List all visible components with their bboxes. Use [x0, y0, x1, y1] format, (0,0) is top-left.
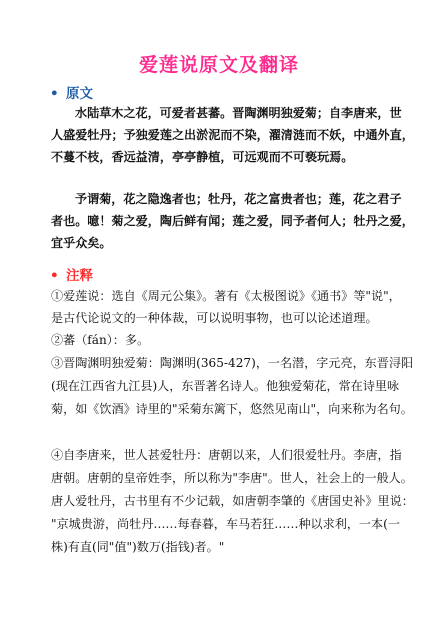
note-line: 唐人爱牡丹，古书里有不少记载，如唐朝李肇的《唐国史补》里说：: [51, 494, 414, 508]
section-heading-label: 原文: [66, 86, 93, 102]
original-line: 水陆草木之花，可爱者甚蕃。晋陶渊明独爱菊；自李唐来，世: [75, 106, 402, 120]
document-title: 爱莲说原文及翻译: [138, 54, 299, 76]
section-heading-label: 注释: [66, 268, 93, 284]
section-heading-notes: [50, 264, 93, 284]
note-line: ④自李唐来，世人甚爱牡丹：唐朝以来，人们很爱牡丹。李唐，指: [51, 448, 402, 462]
note-line: (现在江西省九江县)人，东晋著名诗人。他独爱菊花，常在诗里咏: [51, 379, 400, 393]
original-line: 宜乎众矣。: [51, 236, 112, 250]
note-line: 株)有直(同"值")数万(指钱)者。": [51, 540, 225, 554]
note-line: 是古代论说文的一种体裁，可以说明事物，也可以论述道理。: [51, 311, 378, 325]
bullet-icon: •: [50, 268, 59, 284]
note-line: ②蕃（fán）：多。: [51, 333, 150, 347]
original-line: 人盛爱牡丹；予独爱莲之出淤泥而不染，濯清涟而不妖，中通外直，: [51, 128, 414, 142]
note-line: "京城贵游，尚牡丹……每春暮，车马若狂……种以求利，一本(一: [51, 517, 400, 531]
bullet-icon: •: [50, 86, 59, 102]
note-line: 唐朝。唐朝的皇帝姓李，所以称为"李唐"。世人，社会上的一般人。: [51, 471, 413, 485]
note-line: 菊，如《饮酒》诗里的"采菊东篱下，悠然见南山"，向来称为名句。: [51, 402, 413, 416]
original-line: 不蔓不枝，香远益清，亭亭静植，可远观而不可亵玩焉。: [51, 150, 354, 164]
note-line: ①爱莲说：选自《周元公集》。著有《太极图说》《通书》等"说"，: [51, 289, 401, 303]
original-line: 予谓菊，花之隐逸者也；牡丹，花之富贵者也；莲，花之君子: [75, 192, 402, 206]
original-line: 者也。噫！菊之爱，陶后鲜有闻；莲之爱，同予者何人；牡丹之爱，: [51, 214, 414, 228]
note-line: ③晋陶渊明独爱菊：陶渊明(365-427)，一名潜，字元亮，东晋浔阳: [51, 356, 414, 370]
section-heading-original: [50, 82, 93, 102]
